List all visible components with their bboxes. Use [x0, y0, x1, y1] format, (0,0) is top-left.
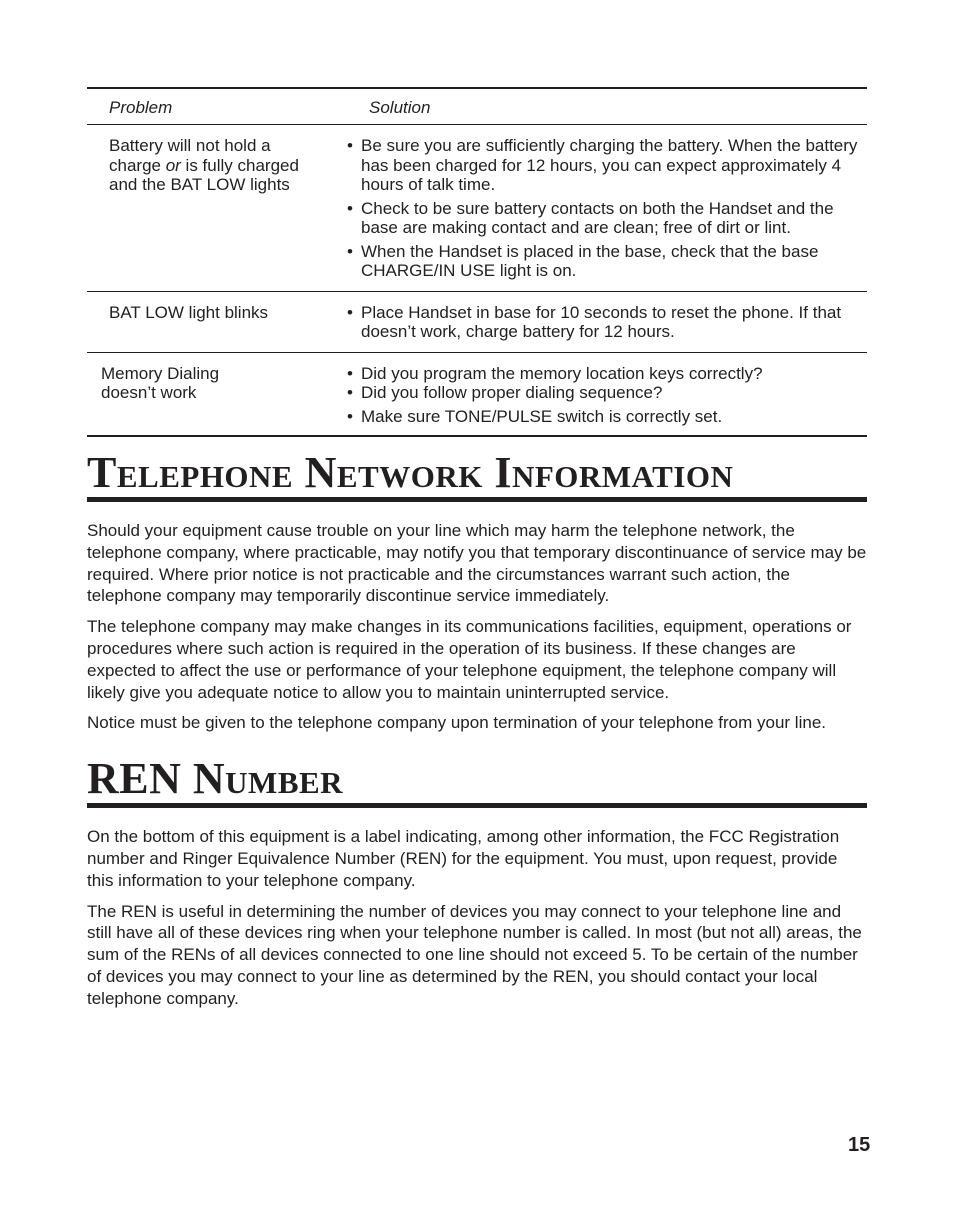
problem-cell	[87, 364, 347, 427]
table-header	[87, 89, 867, 125]
solution-item: • Check to be sure battery contacts on both the Handset and the base are making contact and are clean; free of dirt or lint.	[347, 199, 863, 238]
solution-list	[347, 364, 863, 427]
section-body	[87, 502, 867, 734]
manual-page	[87, 87, 867, 1010]
paragraph: On the bottom of this equipment is a label indicating, among other information, the FCC Registration number and Ringer Equivalence Number (REN) for the equipment. You must, upon request, provide this information to your telephone company.	[87, 827, 840, 890]
solution-cell	[347, 136, 867, 281]
section-body	[87, 808, 867, 1009]
page-number: 15	[848, 1134, 871, 1156]
problem-text: Battery will not hold a	[109, 136, 271, 155]
solution-item: • Place Handset in base for 10 seconds to reset the phone. If that doesn’t work, charge battery for 12 hours.	[347, 303, 863, 342]
solution-column-header: Solution	[369, 98, 431, 117]
troubleshooting-table	[87, 87, 867, 437]
problem-text: doesn’t work	[101, 383, 197, 402]
table-row	[87, 125, 867, 292]
problem-text: Memory Dialing	[101, 363, 220, 383]
solution-cell	[347, 364, 867, 427]
problem-text-emphasis: or	[165, 155, 181, 175]
solution-item: • Make sure TONE/PULSE switch is correctly set.	[347, 407, 863, 427]
problem-text: is fully charged	[180, 155, 299, 175]
solution-cell	[347, 303, 867, 342]
solution-item: • Be sure you are sufficiently charging the battery. When the battery has been charged for 12 hours, you can expect approximately 4 hours of talk time.	[347, 136, 863, 195]
paragraph: The telephone company may make changes in its communications facilities, equipment, operations or procedures where such action is required in the operation of its business. If these changes are expected to affect the use or performance of your telephone equipment, the telephone company will likely give you adequate notice to allow you to maintain uninterrupted service.	[87, 617, 852, 702]
table-row	[87, 353, 867, 436]
problem-column-header: Problem	[109, 98, 173, 117]
section-heading: Telephone Network Information	[87, 437, 867, 502]
solution-item: • Did you follow proper dialing sequence?	[347, 383, 863, 403]
problem-cell	[87, 136, 347, 281]
ren-number-section	[87, 743, 867, 1009]
problem-text: and the BAT LOW lights	[109, 175, 290, 194]
table-row	[87, 292, 867, 353]
paragraph: The REN is useful in determining the number of devices you may connect to your telephone line and still have all of these devices ring when your telephone number is called. In most (but not all) areas, the sum of the RENs of all devices connected to one line should not exceed 5. To be certain of the number of devices you may connect to your line as determined by the REN, you should contact your local telephone company.	[87, 901, 862, 1008]
section-heading: REN Number	[87, 743, 867, 808]
telephone-network-section	[87, 437, 867, 734]
paragraph: Should your equipment cause trouble on your line which may harm the telephone network, the telephone company, where practicable, may notify you that temporary discontinuance of service may be required. Where prior notice is not practicable and the circumstances warrant such action, the telephone company may temporarily discontinue service immediately.	[87, 521, 867, 606]
problem-text: charge	[109, 155, 166, 175]
solution-item: • Did you program the memory location keys correctly?	[347, 364, 863, 384]
solution-list	[347, 136, 863, 281]
paragraph: Notice must be given to the telephone company upon termination of your telephone from your line.	[87, 713, 826, 733]
solution-list	[347, 303, 863, 342]
solution-item: • When the Handset is placed in the base, check that the base CHARGE/IN USE light is on.	[347, 242, 863, 281]
problem-cell: BAT LOW light blinks	[109, 302, 269, 322]
